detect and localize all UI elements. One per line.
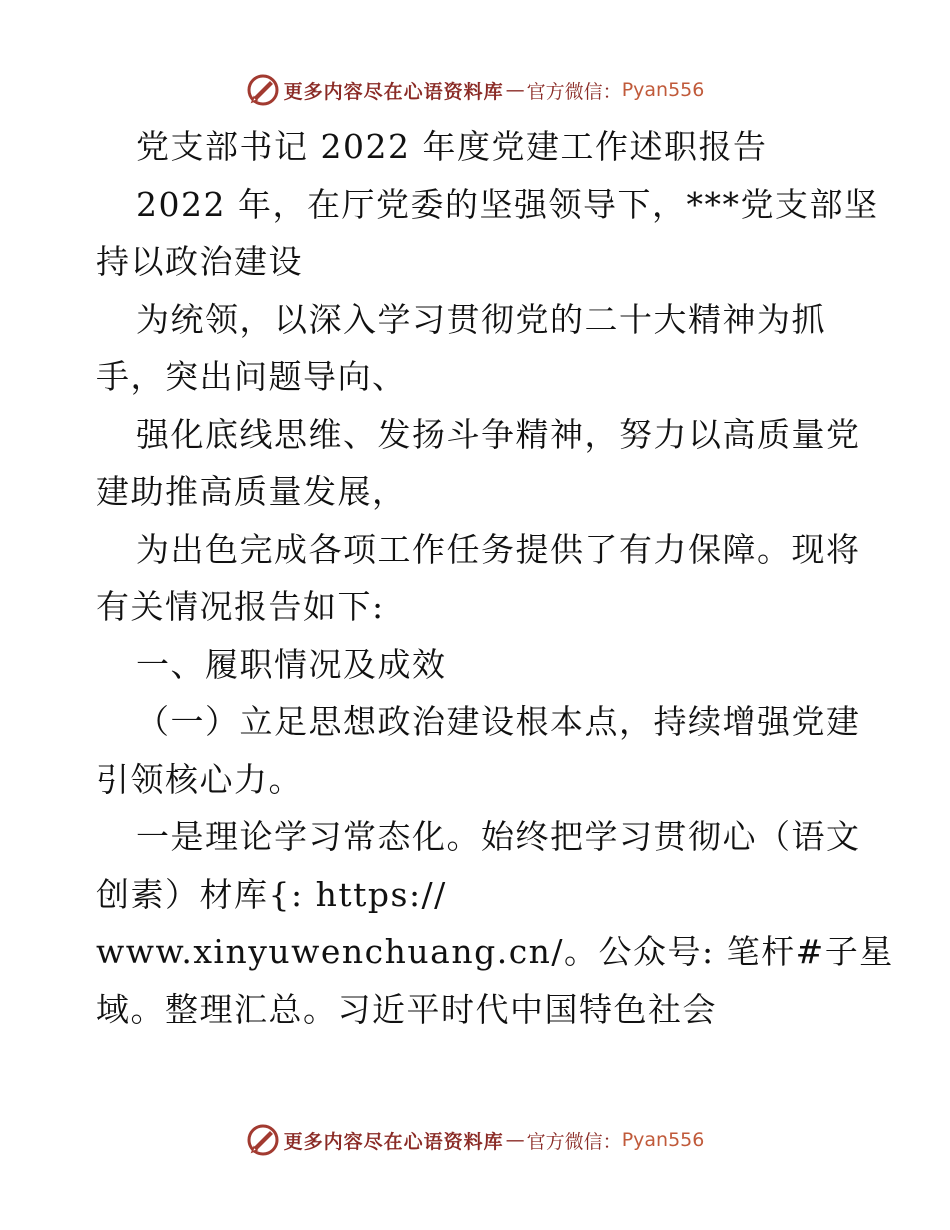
paragraph-line: 有关情况报告如下: [96,587,385,626]
paragraph-line: 2022 年，在厅党委的坚强领导下，***党支部坚 [136,184,879,224]
section-heading: 一、履职情况及成效 [136,644,447,684]
banner-wechat-label: 官方微信： [526,1130,622,1153]
banner-site-text: 更多内容尽在心语资料库 [283,80,504,103]
banner-separator: — [505,79,525,101]
document-body [96,118,894,1038]
document-title: 党支部书记 2022 年度党建工作述职报告 [136,127,768,166]
paragraph-line: 为出色完成各项工作任务提供了有力保障。现将 [136,529,861,569]
paragraph-line: 一是理论学习常态化。始终把学习贯彻心（语文 [136,817,861,856]
paragraph-line: 域。整理汇总。习近平时代中国特色社会 [96,989,717,1029]
subsection-heading: （一）立足思想政治建设根本点，持续增强党建 [136,702,861,741]
pen-seal-logo-icon [246,73,280,107]
paragraph-line: 持以政治建设 [96,242,303,281]
paragraph-line: 强化底线思维、发扬斗争精神，努力以高质量党 [136,414,861,454]
banner-site-text: 更多内容尽在心语资料库 [283,1130,504,1153]
paragraph-line: 引领核心力。 [96,759,303,799]
paragraph-line: 创素）材库{: https:// [96,874,447,914]
banner-wechat-id: Pyan556 [621,1129,705,1151]
banner-wechat-id: Pyan556 [621,79,705,101]
paragraph-line: 建助推高质量发展， [96,472,407,511]
banner-separator: — [505,1129,525,1151]
paragraph-line: www.xinyuwenchuang.cn/。公众号: 笔杆#子星 [96,932,894,971]
pen-seal-logo-icon [246,1123,280,1157]
paragraph-line: 手，突出问题导向、 [96,357,407,396]
header-banner [0,70,950,110]
paragraph-line: 为统领，以深入学习贯彻党的二十大精神为抓 [136,299,826,339]
footer-banner [0,1120,950,1160]
banner-wechat-label: 官方微信： [526,80,622,103]
